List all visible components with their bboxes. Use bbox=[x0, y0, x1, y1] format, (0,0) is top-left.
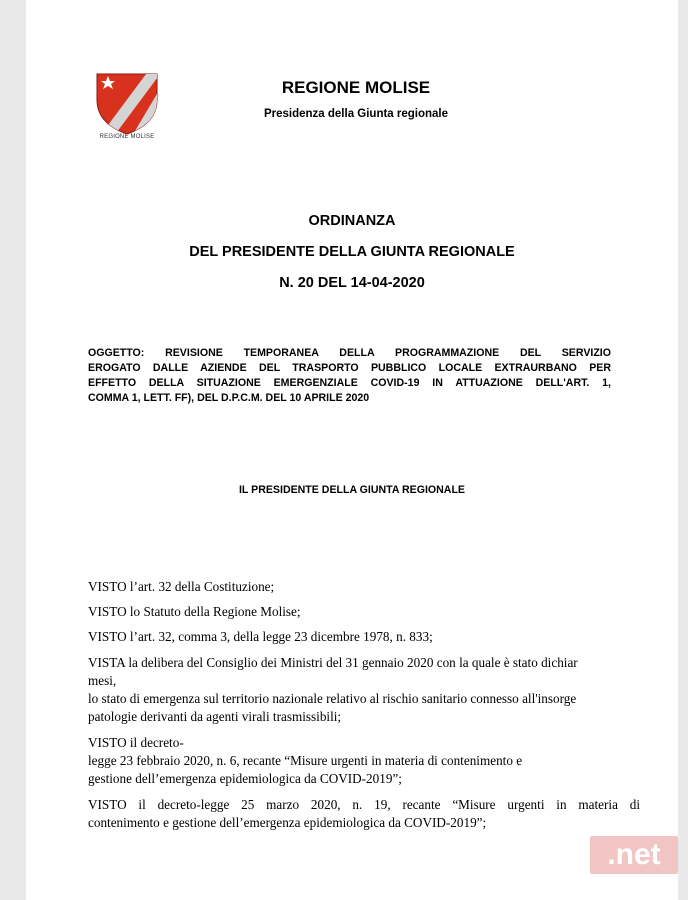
ordinanza-title: ORDINANZA bbox=[308, 213, 396, 229]
watermark-badge: .net bbox=[590, 836, 678, 874]
visto-paragraph bbox=[88, 628, 648, 646]
visto-paragraph bbox=[88, 578, 648, 596]
presidente-heading: IL PRESIDENTE DELLA GIUNTA REGIONALE bbox=[238, 484, 465, 496]
visto-line: VISTO il decreto-legge 25 marzo 2020, n. 19, recante “Misure urgenti in materia di bbox=[88, 797, 640, 812]
visto-line: VISTA la delibera del Consiglio dei Ministri del 31 gennaio 2020 con la quale è stato dichiar bbox=[88, 655, 578, 670]
visto-paragraph bbox=[88, 734, 648, 788]
visto-line: gestione dell’emergenza epidemiologica da COVID-2019”; bbox=[88, 771, 402, 786]
oggetto-line: EFFETTO DELLA SITUAZIONE EMERGENZIALE COVID-19 IN ATTUAZIONE DELL'ART. 1, bbox=[88, 377, 611, 389]
ordinanza-issuer: DEL PRESIDENTE DELLA GIUNTA REGIONALE bbox=[189, 244, 515, 260]
document-page bbox=[26, 0, 678, 900]
ordinanza-heading bbox=[26, 210, 678, 303]
logo-caption: REGIONE MOLISE bbox=[99, 134, 155, 140]
visto-line: patologie derivanti da agenti virali trasmissibili; bbox=[88, 709, 342, 724]
region-title: REGIONE MOLISE bbox=[281, 78, 431, 97]
visto-line: VISTO l’art. 32, comma 3, della legge 23 dicembre 1978, n. 833; bbox=[88, 629, 433, 644]
visto-line: legge 23 febbraio 2020, n. 6, recante “Misure urgenti in materia di contenimento e bbox=[88, 753, 523, 768]
visto-line: VISTO lo Statuto della Regione Molise; bbox=[88, 604, 301, 619]
visto-paragraph bbox=[88, 603, 648, 621]
oggetto-line: OGGETTO: REVISIONE TEMPORANEA DELLA PROGRAMMAZIONE DEL SERVIZIO bbox=[88, 347, 611, 359]
visto-line: lo stato di emergenza sul territorio nazionale relativo al rischio sanitario connesso all'insorge bbox=[88, 691, 577, 706]
visto-line: contenimento e gestione dell’emergenza epidemiologica da COVID-2019”; bbox=[88, 815, 487, 830]
visto-paragraph bbox=[88, 796, 648, 832]
ordinanza-number-date: N. 20 DEL 14-04-2020 bbox=[279, 275, 425, 291]
oggetto-block bbox=[88, 346, 611, 406]
visto-paragraph bbox=[88, 654, 648, 726]
region-subtitle: Presidenza della Giunta regionale bbox=[263, 108, 449, 120]
visto-line: mesi, bbox=[88, 673, 117, 688]
oggetto-line: COMMA 1, LETT. FF), DEL D.P.C.M. DEL 10 APRILE 2020 bbox=[88, 392, 370, 404]
oggetto-line: EROGATO DALLE AZIENDE DEL TRASPORTO PUBBLICO LOCALE EXTRAURBANO PER bbox=[88, 362, 611, 374]
visto-line: VISTO l’art. 32 della Costituzione; bbox=[88, 579, 275, 594]
visto-line: VISTO il decreto- bbox=[88, 735, 184, 750]
visti-section bbox=[88, 578, 648, 832]
